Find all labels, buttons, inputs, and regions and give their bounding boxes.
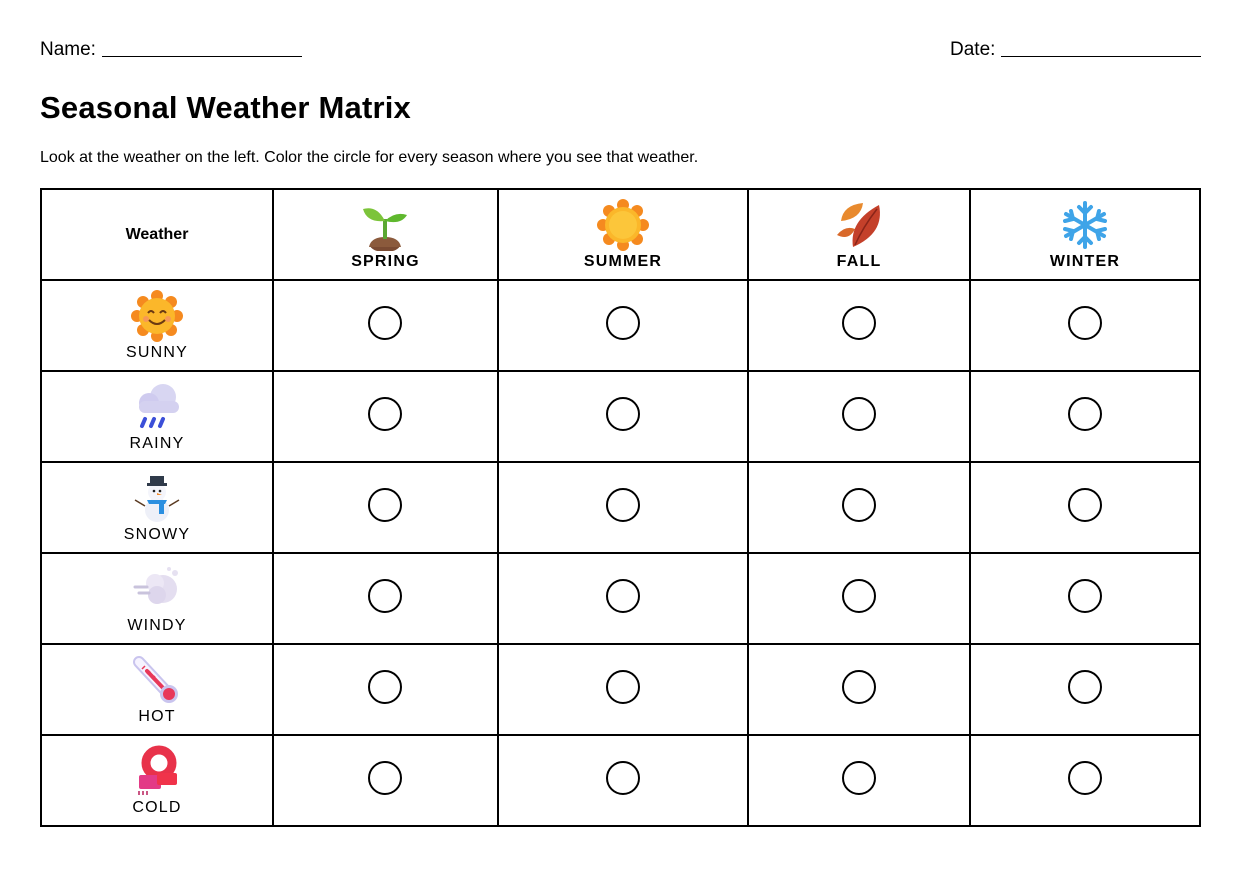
circle-cell[interactable]: [273, 371, 498, 462]
season-header-winter: [970, 189, 1200, 280]
circle-cell[interactable]: [748, 644, 970, 735]
answer-circle-hot-winter[interactable]: [1068, 670, 1102, 704]
circle-cell[interactable]: [273, 735, 498, 826]
circle-cell[interactable]: [970, 371, 1200, 462]
circle-cell[interactable]: [748, 462, 970, 553]
weather-cell-sunny: [41, 280, 273, 371]
weather-label-cold: COLD: [132, 798, 182, 816]
season-header-spring: [273, 189, 498, 280]
date-field[interactable]: [950, 39, 1201, 61]
circle-cell[interactable]: [498, 735, 748, 826]
scarf-icon: [131, 745, 183, 797]
weather-label-windy: WINDY: [127, 616, 187, 634]
circle-cell[interactable]: [498, 280, 748, 371]
answer-circle-windy-summer[interactable]: [606, 579, 640, 613]
answer-circle-windy-spring[interactable]: [368, 579, 402, 613]
weather-label-rainy: RAINY: [129, 434, 185, 452]
instructions: Look at the weather on the left. Color the circle for every season where you see that weather.: [40, 149, 699, 166]
circle-cell[interactable]: [970, 462, 1200, 553]
circle-cell[interactable]: [748, 735, 970, 826]
weather-cell-hot: [41, 644, 273, 735]
season-header-fall: [748, 189, 970, 280]
weather-cell-windy: [41, 553, 273, 644]
weather-row-snowy: [41, 462, 1200, 553]
answer-circle-snowy-winter[interactable]: [1068, 488, 1102, 522]
season-header-summer: [498, 189, 748, 280]
date-label: Date:: [950, 39, 996, 60]
header-row: [41, 189, 1200, 280]
answer-circle-snowy-summer[interactable]: [606, 488, 640, 522]
weather-matrix: [40, 188, 1201, 827]
name-label: Name:: [40, 39, 96, 60]
answer-circle-rainy-spring[interactable]: [368, 397, 402, 431]
circle-cell[interactable]: [748, 371, 970, 462]
answer-circle-rainy-summer[interactable]: [606, 397, 640, 431]
circle-cell[interactable]: [970, 553, 1200, 644]
weather-cell-cold: [41, 735, 273, 826]
circle-cell[interactable]: [273, 644, 498, 735]
answer-circle-rainy-fall[interactable]: [842, 397, 876, 431]
answer-circle-snowy-spring[interactable]: [368, 488, 402, 522]
weather-cell-snowy: [41, 462, 273, 553]
season-label-winter: WINTER: [1049, 252, 1121, 270]
seedling-icon: [359, 199, 411, 251]
circle-cell[interactable]: [970, 735, 1200, 826]
weather-row-hot: [41, 644, 1200, 735]
circle-cell[interactable]: [273, 553, 498, 644]
answer-circle-hot-spring[interactable]: [368, 670, 402, 704]
season-label-spring: SPRING: [351, 252, 420, 270]
weather-row-windy: [41, 553, 1200, 644]
date-line[interactable]: [1001, 56, 1201, 57]
weather-label-hot: HOT: [138, 707, 176, 725]
weather-label-snowy: SNOWY: [123, 525, 191, 543]
thermometer-icon: [131, 654, 183, 706]
name-line[interactable]: [102, 56, 302, 57]
circle-cell[interactable]: [273, 280, 498, 371]
name-field[interactable]: [40, 39, 302, 61]
answer-circle-sunny-summer[interactable]: [606, 306, 640, 340]
answer-circle-windy-fall[interactable]: [842, 579, 876, 613]
snowflake-icon: [1059, 199, 1111, 251]
season-label-fall: FALL: [836, 252, 882, 270]
answer-circle-sunny-spring[interactable]: [368, 306, 402, 340]
season-label-summer: SUMMER: [583, 252, 663, 270]
circle-cell[interactable]: [748, 553, 970, 644]
answer-circle-windy-winter[interactable]: [1068, 579, 1102, 613]
answer-circle-cold-winter[interactable]: [1068, 761, 1102, 795]
weather-cell-rainy: [41, 371, 273, 462]
rain-cloud-icon: [131, 381, 183, 433]
circle-cell[interactable]: [273, 462, 498, 553]
circle-cell[interactable]: [498, 644, 748, 735]
answer-circle-snowy-fall[interactable]: [842, 488, 876, 522]
circle-cell[interactable]: [748, 280, 970, 371]
circle-cell[interactable]: [970, 280, 1200, 371]
circle-cell[interactable]: [498, 462, 748, 553]
circle-cell[interactable]: [498, 371, 748, 462]
answer-circle-sunny-winter[interactable]: [1068, 306, 1102, 340]
wind-face-icon: [131, 563, 183, 615]
sun-icon: [597, 199, 649, 251]
answer-circle-hot-summer[interactable]: [606, 670, 640, 704]
weather-column-header: Weather: [41, 189, 273, 280]
weather-row-cold: [41, 735, 1200, 826]
page-title: Seasonal Weather Matrix: [40, 90, 411, 125]
weather-label-sunny: SUNNY: [125, 343, 188, 361]
answer-circle-cold-spring[interactable]: [368, 761, 402, 795]
circle-cell[interactable]: [498, 553, 748, 644]
weather-row-sunny: [41, 280, 1200, 371]
circle-cell[interactable]: [970, 644, 1200, 735]
answer-circle-cold-fall[interactable]: [842, 761, 876, 795]
answer-circle-hot-fall[interactable]: [842, 670, 876, 704]
answer-circle-rainy-winter[interactable]: [1068, 397, 1102, 431]
snowman-icon: [131, 472, 183, 524]
answer-circle-cold-summer[interactable]: [606, 761, 640, 795]
answer-circle-sunny-fall[interactable]: [842, 306, 876, 340]
fallen-leaves-icon: [833, 199, 885, 251]
smiling-sun-icon: [131, 290, 183, 342]
weather-row-rainy: [41, 371, 1200, 462]
